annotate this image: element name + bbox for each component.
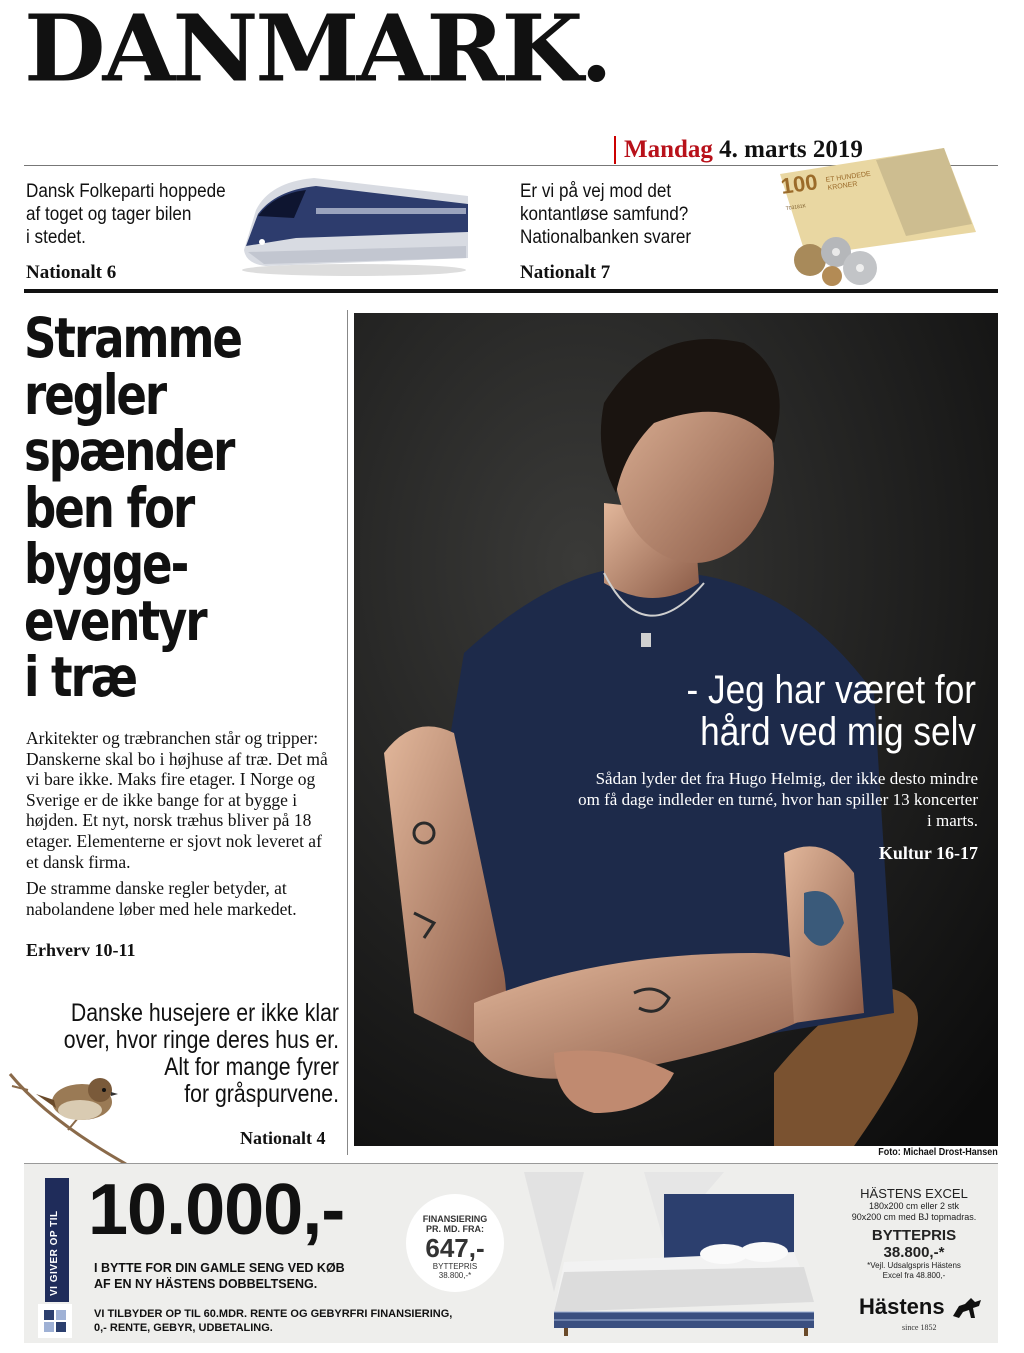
- teaser-line: i stedet.: [26, 227, 86, 248]
- sparrow-line: Alt for mange fyrer: [164, 1053, 339, 1081]
- teaser-train-text[interactable]: [26, 180, 226, 249]
- lead-ref[interactable]: Erhverv 10-11: [26, 940, 136, 960]
- section-rule: [24, 289, 998, 293]
- headline-line: i træ: [24, 645, 136, 709]
- teaser-money-text[interactable]: [520, 180, 691, 249]
- quote-line: hård ved mig selv: [700, 710, 976, 754]
- sparrow-line: for gråspurvene.: [184, 1080, 339, 1108]
- teaser-line: Dansk Folkeparti hoppede: [26, 181, 226, 202]
- date-day: Mandag: [624, 136, 713, 163]
- fin-price: 647,-: [425, 1233, 485, 1263]
- fin-label-1: FINANSIERING: [422, 1214, 488, 1224]
- quote-line: - Jeg har været for: [686, 668, 976, 712]
- headline-line: eventyr: [24, 588, 206, 653]
- ad-amount: 10.000,-: [88, 1170, 345, 1250]
- brand-since: since 1852: [902, 1323, 937, 1332]
- money-image: [776, 148, 986, 286]
- price-note-1: *Vejl. Udsalgspris Hästens: [867, 1261, 961, 1270]
- note-text-1: ET HUNDEDE: [825, 170, 872, 184]
- hastens-ad[interactable]: [24, 1163, 998, 1343]
- headline-line: spænder: [24, 419, 234, 483]
- bed-image: [524, 1172, 824, 1337]
- teaser-train-ref[interactable]: Nationalt 6: [26, 262, 117, 283]
- lead-headline[interactable]: [24, 306, 286, 709]
- headline-line: ben for: [24, 475, 194, 540]
- sparrow-line: over, hvor ringe deres hus er.: [63, 1026, 340, 1054]
- byttepris-label: BYTTEPRIS: [871, 1227, 957, 1244]
- byttepris-price: 38.800,-*: [883, 1244, 945, 1261]
- ad-finance-line-2: 0,- RENTE, GEBYR, UDBETALING.: [94, 1322, 273, 1334]
- ad-side-banner: [24, 1178, 92, 1304]
- ad-side-text: VI GIVER OP TIL: [49, 1210, 60, 1296]
- fin-label-2: PR. MD. FRA:: [426, 1224, 484, 1234]
- ad-finance-line-1: VI TILBYDER OP TIL 60.MDR. RENTE OG GEBYRFRI FINANSIERING,: [94, 1308, 453, 1320]
- check-pattern-icon: [38, 1304, 72, 1338]
- headline-line: Stramme: [24, 306, 241, 370]
- date-rest: 4. marts 2019: [719, 136, 863, 163]
- brand-name: Hästens: [859, 1294, 945, 1319]
- feature-photo[interactable]: [354, 313, 998, 1146]
- product-size-1: 180x200 cm eller 2 stk: [868, 1201, 960, 1211]
- teaser-money-ref[interactable]: Nationalt 7: [520, 262, 611, 283]
- ad-offer-line-1: I BYTTE FOR DIN GAMLE SENG VED KØB: [94, 1261, 345, 1275]
- feature-subtext: Sådan lyder det fra Hugo Helmig, der ikke desto mindre om få dage indleder en turné, hvor han spiller 13 koncerter i marts.: [578, 769, 978, 830]
- sparrow-ref[interactable]: Nationalt 4: [240, 1128, 326, 1148]
- teaser-line: Er vi på vej mod det: [520, 181, 672, 202]
- feature-quote: [686, 669, 976, 753]
- fin-byt-price: 38.800,-*: [438, 1271, 472, 1280]
- ad-finance-circle: [406, 1194, 504, 1292]
- product-name: HÄSTENS EXCEL: [860, 1186, 968, 1201]
- sparrow-line: Danske husejere er ikke klar: [70, 999, 339, 1027]
- teaser-line: af toget og tager bilen: [26, 204, 192, 225]
- headline-line: bygge-: [24, 532, 188, 596]
- hastens-logo: [859, 1294, 985, 1320]
- lead-body-2: De stramme danske regler betyder, at nabolandene løber med hele markedet.: [26, 878, 297, 919]
- column-divider: [347, 310, 348, 1155]
- feature-ref[interactable]: Kultur 16-17: [878, 843, 978, 863]
- photo-credit: Foto: Michael Drost-Hansen: [878, 1147, 998, 1158]
- lead-body-1: Arkitekter og træbranchen står og tripper: Danskerne skal bo i højhuse af træ. Det må vi bare ikke. Maks fire etager. I Norge og Sverige er de ikke bange for at bygge i højden. Et nyt, norsk træhus bliver på 18 etager. Elementerne er sjovt nok leveret af et dansk firma.: [26, 728, 328, 872]
- teaser-line: kontantløse samfund?: [520, 204, 689, 225]
- ad-product-info: [839, 1186, 989, 1281]
- note-text-2: KRONER: [827, 180, 858, 192]
- price-note-2: Excel fra 48.800,-: [882, 1271, 946, 1280]
- product-size-2: 90x200 cm med BJ topmadras.: [851, 1212, 977, 1222]
- headline-line: regler: [24, 362, 166, 427]
- horse-icon: [951, 1296, 985, 1320]
- sparrow-image: [8, 1060, 128, 1170]
- train-image: [236, 172, 468, 280]
- ad-offer-line-2: AF EN NY HÄSTENS DOBBELTSENG.: [94, 1277, 318, 1291]
- note-serial: T03181K: [785, 203, 807, 212]
- teaser-line: Nationalbanken svarer: [520, 227, 692, 248]
- note-value: 100: [779, 169, 820, 199]
- masthead: DANMARK.: [24, 0, 610, 103]
- fin-byt-label: BYTTEPRIS: [432, 1262, 478, 1271]
